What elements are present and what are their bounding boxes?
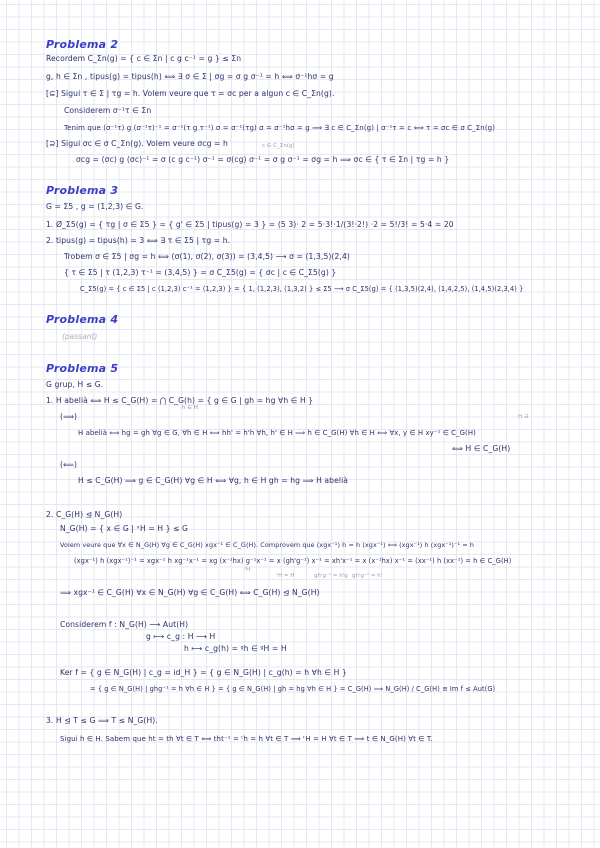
- p3-line-5: { τ ∈ Σ5 | τ (1,2,3) τ⁻¹ = (3,4,5) } = σ C_Σ5(g) = { σc | c ∈ C_Σ5(g) }: [64, 268, 337, 277]
- p2-line-5: Tenim que (σ⁻¹τ) g (σ⁻¹τ)⁻¹ = σ⁻¹(τ g τ⁻¹) σ = σ⁻¹(τg) σ = σ⁻¹hσ = g ⟹ ∃ c ∈ C_Σn(g) | σ⁻¹τ = c ⟺ τ = σc ∈ σ C_Σn(g): [64, 124, 496, 132]
- p5-line-16: Ker f = { g ∈ N_G(H) | c_g = id_H } = { g ∈ N_G(H) | c_g(h) = h ∀h ∈ H }: [60, 668, 347, 677]
- p5-line-8: 2. C_G(H) ⊴ N_G(H): [46, 510, 123, 519]
- p5-line-4: H abelià ⟺ hg = gh ∀g ∈ G, ∀h ∈ H ⟺ hh' = h'h ∀h, h' ∈ H ⟹ h ∈ C_G(H) ∀h ∈ H ⟺ ∀x, y ∈ H xy⁻¹ ∈ C_G(H): [78, 429, 476, 437]
- p5-line-7: H ≤ C_G(H) ⟹ g ∈ C_G(H) ∀g ∈ H ⟺ ∀g, h ∈ H gh = hg ⟹ H abelià: [78, 476, 349, 485]
- p5-annot-5: gh'g⁻¹ = h': [352, 573, 383, 579]
- p5-line-19: Sigui h ∈ H. Sabem que ht = th ∀t ∈ T ⟺ tht⁻¹ = ᵗh = h ∀t ∈ T ⟹ ᵗH = H ∀t ∈ T ⟹ t ∈ N_G(H) ∀t ∈ T.: [60, 735, 433, 743]
- p5-line-2: 1. H abelià ⟺ H ≤ C_G(H) = ⋂ C_G(h) = { g ∈ G | gh = hg ∀h ∈ H }: [46, 396, 314, 405]
- p5-line-14: g ⟼ c_g : H ⟶ H: [146, 632, 216, 641]
- p2-line-6: [⊇] Sigui σc ∈ σ C_Σn(g). Volem veure σcg = h: [46, 139, 228, 148]
- problem-4-title: Problema 4: [46, 313, 119, 326]
- p2-line-1: Recordem C_Σn(g) = { c ∈ Σn | c g c⁻¹ = g } ≤ Σn: [46, 54, 242, 63]
- p5-annot-3: ᶜH = H: [276, 573, 295, 579]
- p5-line-15: h ⟼ c_g(h) = ᵍh ∈ ᵍH = H: [184, 644, 287, 653]
- p5-line-1: G grup, H ≤ G.: [46, 380, 104, 389]
- problem-5-title: Problema 5: [46, 362, 119, 375]
- p2-line-2: g, h ∈ Σn , tipus(g) = tipus(h) ⟺ ∃ σ ∈ Σ | σg = σ g σ⁻¹ = h ⟺ σ⁻¹hσ = g: [46, 72, 334, 81]
- p5-line-17: = { g ∈ N_G(H) | ghg⁻¹ = h ∀h ∈ H } = { g ∈ N_G(H) | gh = hg ∀h ∈ H } = C_G(H) ⟹ N_G(H) / C_G(H) ≅ Im f ≤ Aut(G): [90, 685, 496, 693]
- p5-line-3: (⟹): [60, 412, 78, 421]
- p3-line-4: Trobem σ ∈ Σ5 | σg = h ⟺ (σ(1), σ(2), σ(3)) = (3,4,5) ⟶ σ = (1,3,5)(2,4): [64, 252, 350, 261]
- p5-sub: h ∈ H: [182, 405, 198, 411]
- p5-line-18: 3. H ⊴ T ≤ G ⟹ T ≤ N_G(H).: [46, 716, 158, 725]
- p3-line-3: 2. tipus(g) = tipus(h) = 3 ⟺ ∃ τ ∈ Σ5 | τg = h.: [46, 236, 231, 245]
- p2-line-3: [⊆] Sigui τ ∈ Σ | τg = h. Volem veure que τ = σc per a algun c ∈ C_Σn(g).: [46, 89, 335, 98]
- problem-2-title: Problema 2: [46, 38, 119, 51]
- p2-line-7: σcg = (σc) g (σc)⁻¹ = σ (c g c⁻¹) σ⁻¹ = σ(cg) σ⁻¹ = σ g σ⁻¹ = σg = h ⟹ σc ∈ { τ ∈ Σn | τg = h }: [76, 155, 450, 164]
- p5-annot-1: H ∋: [518, 414, 529, 420]
- p4-note: (passant): [62, 332, 98, 341]
- p3-line-6: C_Σ5(g) = { c ∈ Σ5 | c (1,2,3) c⁻¹ = (1,2,3) } = { 1, (1,2,3), (1,3,2) } ≤ Σ5 ⟶ σ C_Σ5(g) = { (1,3,5)(2,4), (1,4,2,5), (1,4,5)(2,3,4) }: [80, 285, 524, 293]
- problem-3-title: Problema 3: [46, 184, 119, 197]
- p5-line-11: (xgx⁻¹) h (xgx⁻¹)⁻¹ = xgx⁻¹ h xg⁻¹x⁻¹ = xg (x⁻¹hx) g⁻¹x⁻¹ = x (gh'g⁻¹) x⁻¹ = xh'x⁻¹ = x (x⁻¹hx) x⁻¹ = (xx⁻¹) h (xx⁻¹) = h ∈ C_G(H): [74, 557, 512, 565]
- p2-note: c ∈ C_Σn(g): [262, 143, 295, 149]
- p3-line-1: G = Σ5 , g = (1,2,3) ∈ G.: [46, 202, 144, 211]
- p2-line-4: Considerem σ⁻¹τ ∈ Σn: [64, 106, 152, 115]
- p5-line-6: (⟸): [60, 460, 78, 469]
- p5-line-9: N_G(H) = { x ∈ G | ˣH = H } ≤ G: [60, 524, 189, 533]
- p5-annot-2: ᶜH: [244, 567, 251, 573]
- p5-line-5: ⟺ H ∈ C_G(H): [452, 444, 511, 453]
- p5-annot-4: gh'g⁻¹ = h'g: [314, 573, 348, 579]
- p3-line-2: 1. Ø_Σ5(g) = { τg | σ ∈ Σ5 } = { g' ∈ Σ5 | tipus(g) = 3 } = (5 3)· 2 = 5·3!·1/(3!·2!) ·2 = 5!/3! = 5·4 = 20: [46, 220, 454, 229]
- p5-line-13: Considerem f : N_G(H) ⟶ Aut(H): [60, 620, 189, 629]
- p5-line-12: ⟹ xgx⁻¹ ∈ C_G(H) ∀x ∈ N_G(H) ∀g ∈ C_G(H) ⟺ C_G(H) ⊴ N_G(H): [60, 588, 320, 597]
- p5-line-10: Volem veure que ∀x ∈ N_G(H) ∀g ∈ C_G(H) xgx⁻¹ ∈ C_G(H). Comprovem que (xgx⁻¹) h = h (xgx⁻¹) ⟺ (xgx⁻¹) h (xgx⁻¹)⁻¹ = h: [60, 541, 474, 549]
